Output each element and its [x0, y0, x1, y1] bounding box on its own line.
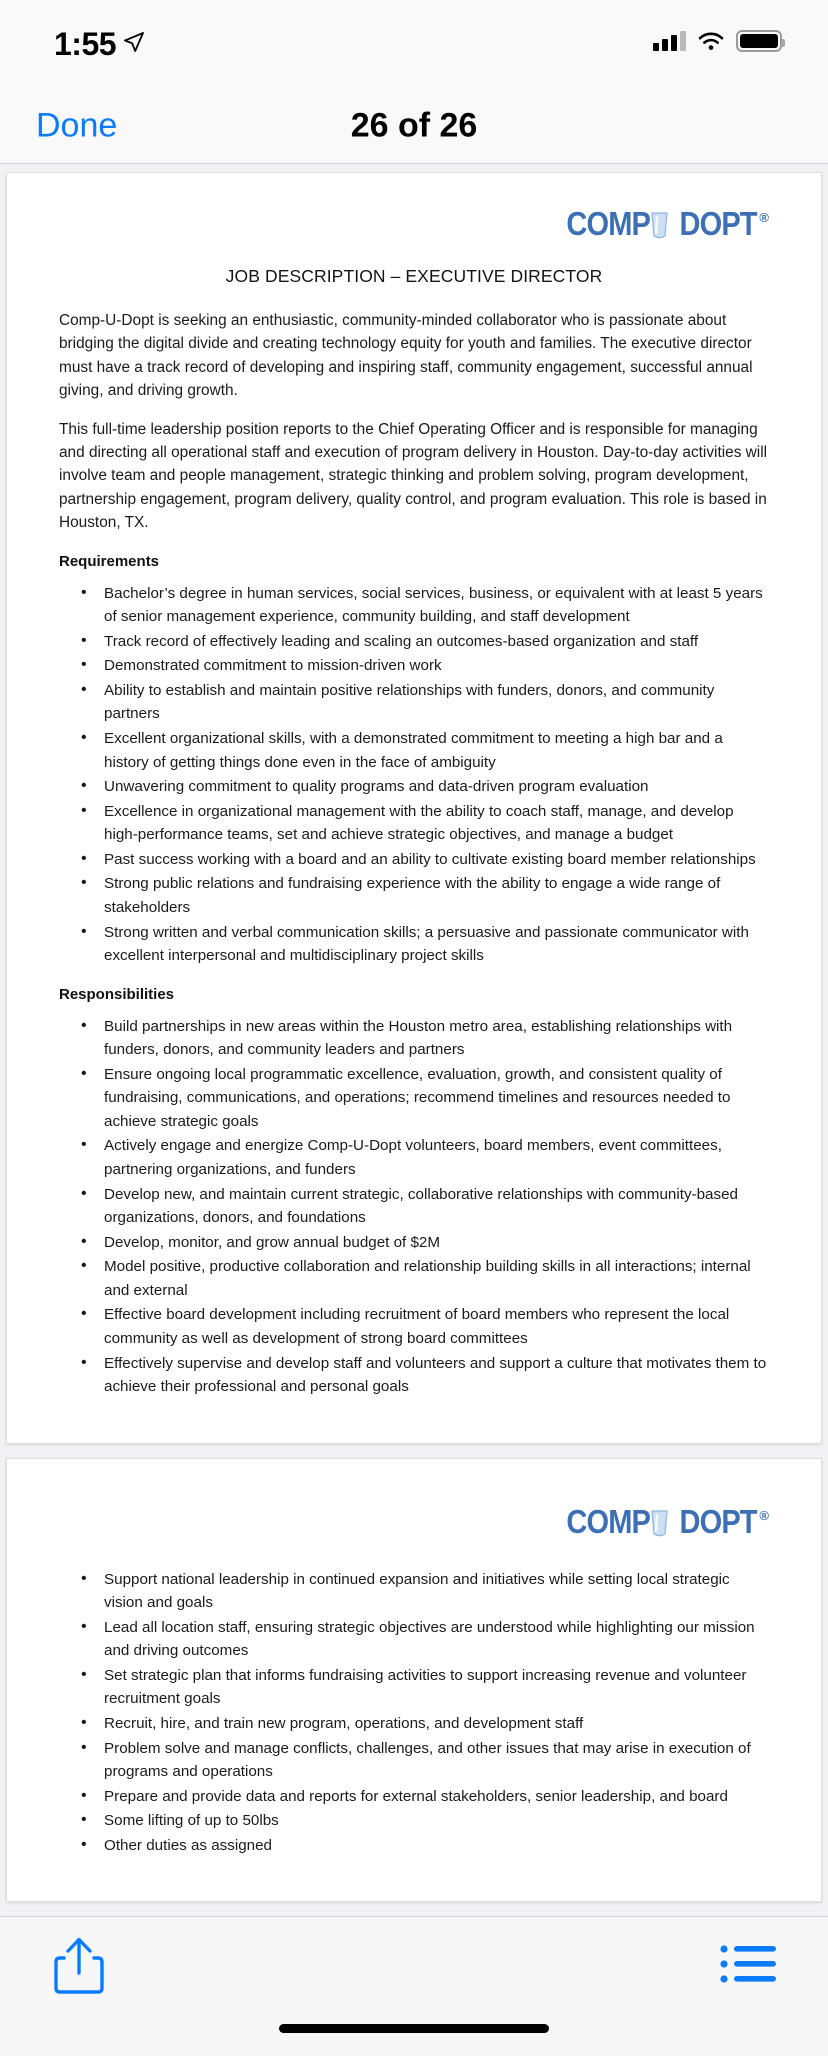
home-indicator[interactable]: [279, 2024, 549, 2033]
list-item: • Model positive, productive collaboration and relationship building skills in all interactions; internal and external: [59, 1255, 769, 1302]
list-item: • Bachelor’s degree in human services, social services, business, or equivalent with at least 5 years of senior management experience, community building, and staff development: [59, 582, 769, 629]
job-description-title: JOB DESCRIPTION – EXECUTIVE DIRECTOR: [225, 266, 603, 286]
location-arrow-icon: [122, 30, 146, 54]
comp-u-dopt-u-icon: [649, 212, 670, 239]
logo-text-part-two: DOPT: [679, 205, 757, 242]
bottom-toolbar: [0, 1916, 828, 2012]
document-page-2: [6, 1458, 822, 1903]
done-button[interactable]: Done: [36, 106, 118, 144]
list-item: • Effectively supervise and develop staff and volunteers and support a culture that motivates them to achieve their professional and personal goals: [59, 1352, 769, 1399]
status-bar: [0, 0, 828, 88]
list-item: • Demonstrated commitment to mission-driven work: [59, 654, 769, 678]
responsibilities-list: [59, 1015, 769, 1399]
list-item: • Develop new, and maintain current strategic, collaborative relationships with community-based organizations, donors, and foundations: [59, 1183, 769, 1230]
logo-text-part-one: COMP: [566, 1502, 650, 1540]
list-item: • Ensure ongoing local programmatic excellence, evaluation, growth, and consistent quality of fundraising, communications, and operations; recommend timelines and resources needed to achieve strategic goals: [59, 1063, 769, 1134]
page-two-list: [59, 1568, 769, 1858]
page-counter-title: 26 of 26: [350, 106, 478, 144]
wifi-icon: [697, 31, 725, 51]
list-item: • Actively engage and energize Comp-U-Dopt volunteers, board members, event committees, partnering organizations, and funders: [59, 1134, 769, 1181]
list-item: • Recruit, hire, and train new program, operations, and development staff: [59, 1712, 769, 1736]
list-item: • Support national leadership in continued expansion and initiatives while setting local strategic vision and goals: [59, 1568, 769, 1615]
list-item: • Excellent organizational skills, with a demonstrated commitment to meeting a high bar and a history of getting things done even in the face of ambiguity: [59, 727, 769, 774]
list-item: • Strong public relations and fundraising experience with the ability to engage a wide range of stakeholders: [59, 872, 769, 919]
list-item: • Prepare and provide data and reports for external stakeholders, senior leadership, and board: [59, 1785, 769, 1809]
registered-trademark-icon: ®: [759, 1507, 769, 1523]
table-of-contents-button[interactable]: [720, 1944, 776, 1986]
registered-trademark-icon: ®: [759, 210, 769, 225]
share-icon: [52, 1935, 106, 1995]
list-item: • Unwavering commitment to quality programs and data-driven program evaluation: [59, 775, 769, 799]
list-item: • Problem solve and manage conflicts, challenges, and other issues that may arise in execution of programs and operations: [59, 1737, 769, 1784]
list-item: • Excellence in organizational management with the ability to coach staff, manage, and develop high-performance teams, set and achieve strategic objectives, and manage a budget: [59, 800, 769, 847]
comp-u-dopt-logo: [59, 1502, 769, 1540]
list-item: • Develop, monitor, and grow annual budget of $2M: [59, 1231, 769, 1255]
logo-text-part-two: DOPT: [679, 1502, 757, 1540]
list-item: • Some lifting of up to 50lbs: [59, 1809, 769, 1833]
list-item: • Strong written and verbal communication skills; a persuasive and passionate communicator with excellent interpersonal and multidisciplinary project skills: [59, 921, 769, 968]
share-button[interactable]: [52, 1935, 106, 1995]
requirements-list: [59, 582, 769, 968]
list-item: • Other duties as assigned: [59, 1834, 769, 1858]
logo-text-part-one: COMP: [566, 205, 650, 242]
home-indicator-area: [0, 2012, 828, 2056]
list-bullet-icon: [720, 1944, 776, 1986]
cellular-signal-icon: [653, 31, 686, 51]
requirements-heading: Requirements: [59, 552, 160, 570]
list-item: • Past success working with a board and an ability to cultivate existing board member relationships: [59, 848, 769, 872]
list-item: • Lead all location staff, ensuring strategic objectives are understood while highlighting our mission and driving outcomes: [59, 1616, 769, 1663]
document-page-1: [6, 172, 822, 1444]
battery-icon: [736, 30, 782, 52]
intro-paragraph-2: This full-time leadership position reports to the Chief Operating Officer and is responsible for managing and directing all operational staff and execution of program delivery in Houston. Day-to-day activities will involve team and people management, strategic thinking and problem solving, program development, partnership engagement, program delivery, quality control, and program evaluation. This role is based in Houston, TX.: [59, 420, 768, 532]
list-item: • Effective board development including recruitment of board members who represent the local community as well as development of strong board committees: [59, 1303, 769, 1350]
navigation-bar: [0, 88, 828, 164]
list-item: • Ability to establish and maintain positive relationships with funders, donors, and community partners: [59, 679, 769, 726]
document-scroll-area[interactable]: [0, 164, 828, 1916]
list-item: • Set strategic plan that informs fundraising activities to support increasing revenue and volunteer recruitment goals: [59, 1664, 769, 1711]
list-item: • Build partnerships in new areas within the Houston metro area, establishing relationships with funders, donors, and community leaders and partners: [59, 1015, 769, 1062]
comp-u-dopt-u-icon: [649, 1510, 670, 1537]
intro-paragraph-1: Comp-U-Dopt is seeking an enthusiastic, community-minded collaborator who is passionate about bridging the digital divide and creating technology equity for youth and families. The executive director must have a track record of developing and inspiring staff, community engagement, successful annual giving, and driving growth.: [59, 312, 753, 400]
status-bar-time: 1:55: [54, 26, 117, 62]
responsibilities-heading: Responsibilities: [59, 985, 175, 1003]
list-item: • Track record of effectively leading and scaling an outcomes-based organization and staff: [59, 630, 769, 654]
comp-u-dopt-logo: [59, 207, 769, 240]
status-bar-indicators: [653, 30, 782, 52]
